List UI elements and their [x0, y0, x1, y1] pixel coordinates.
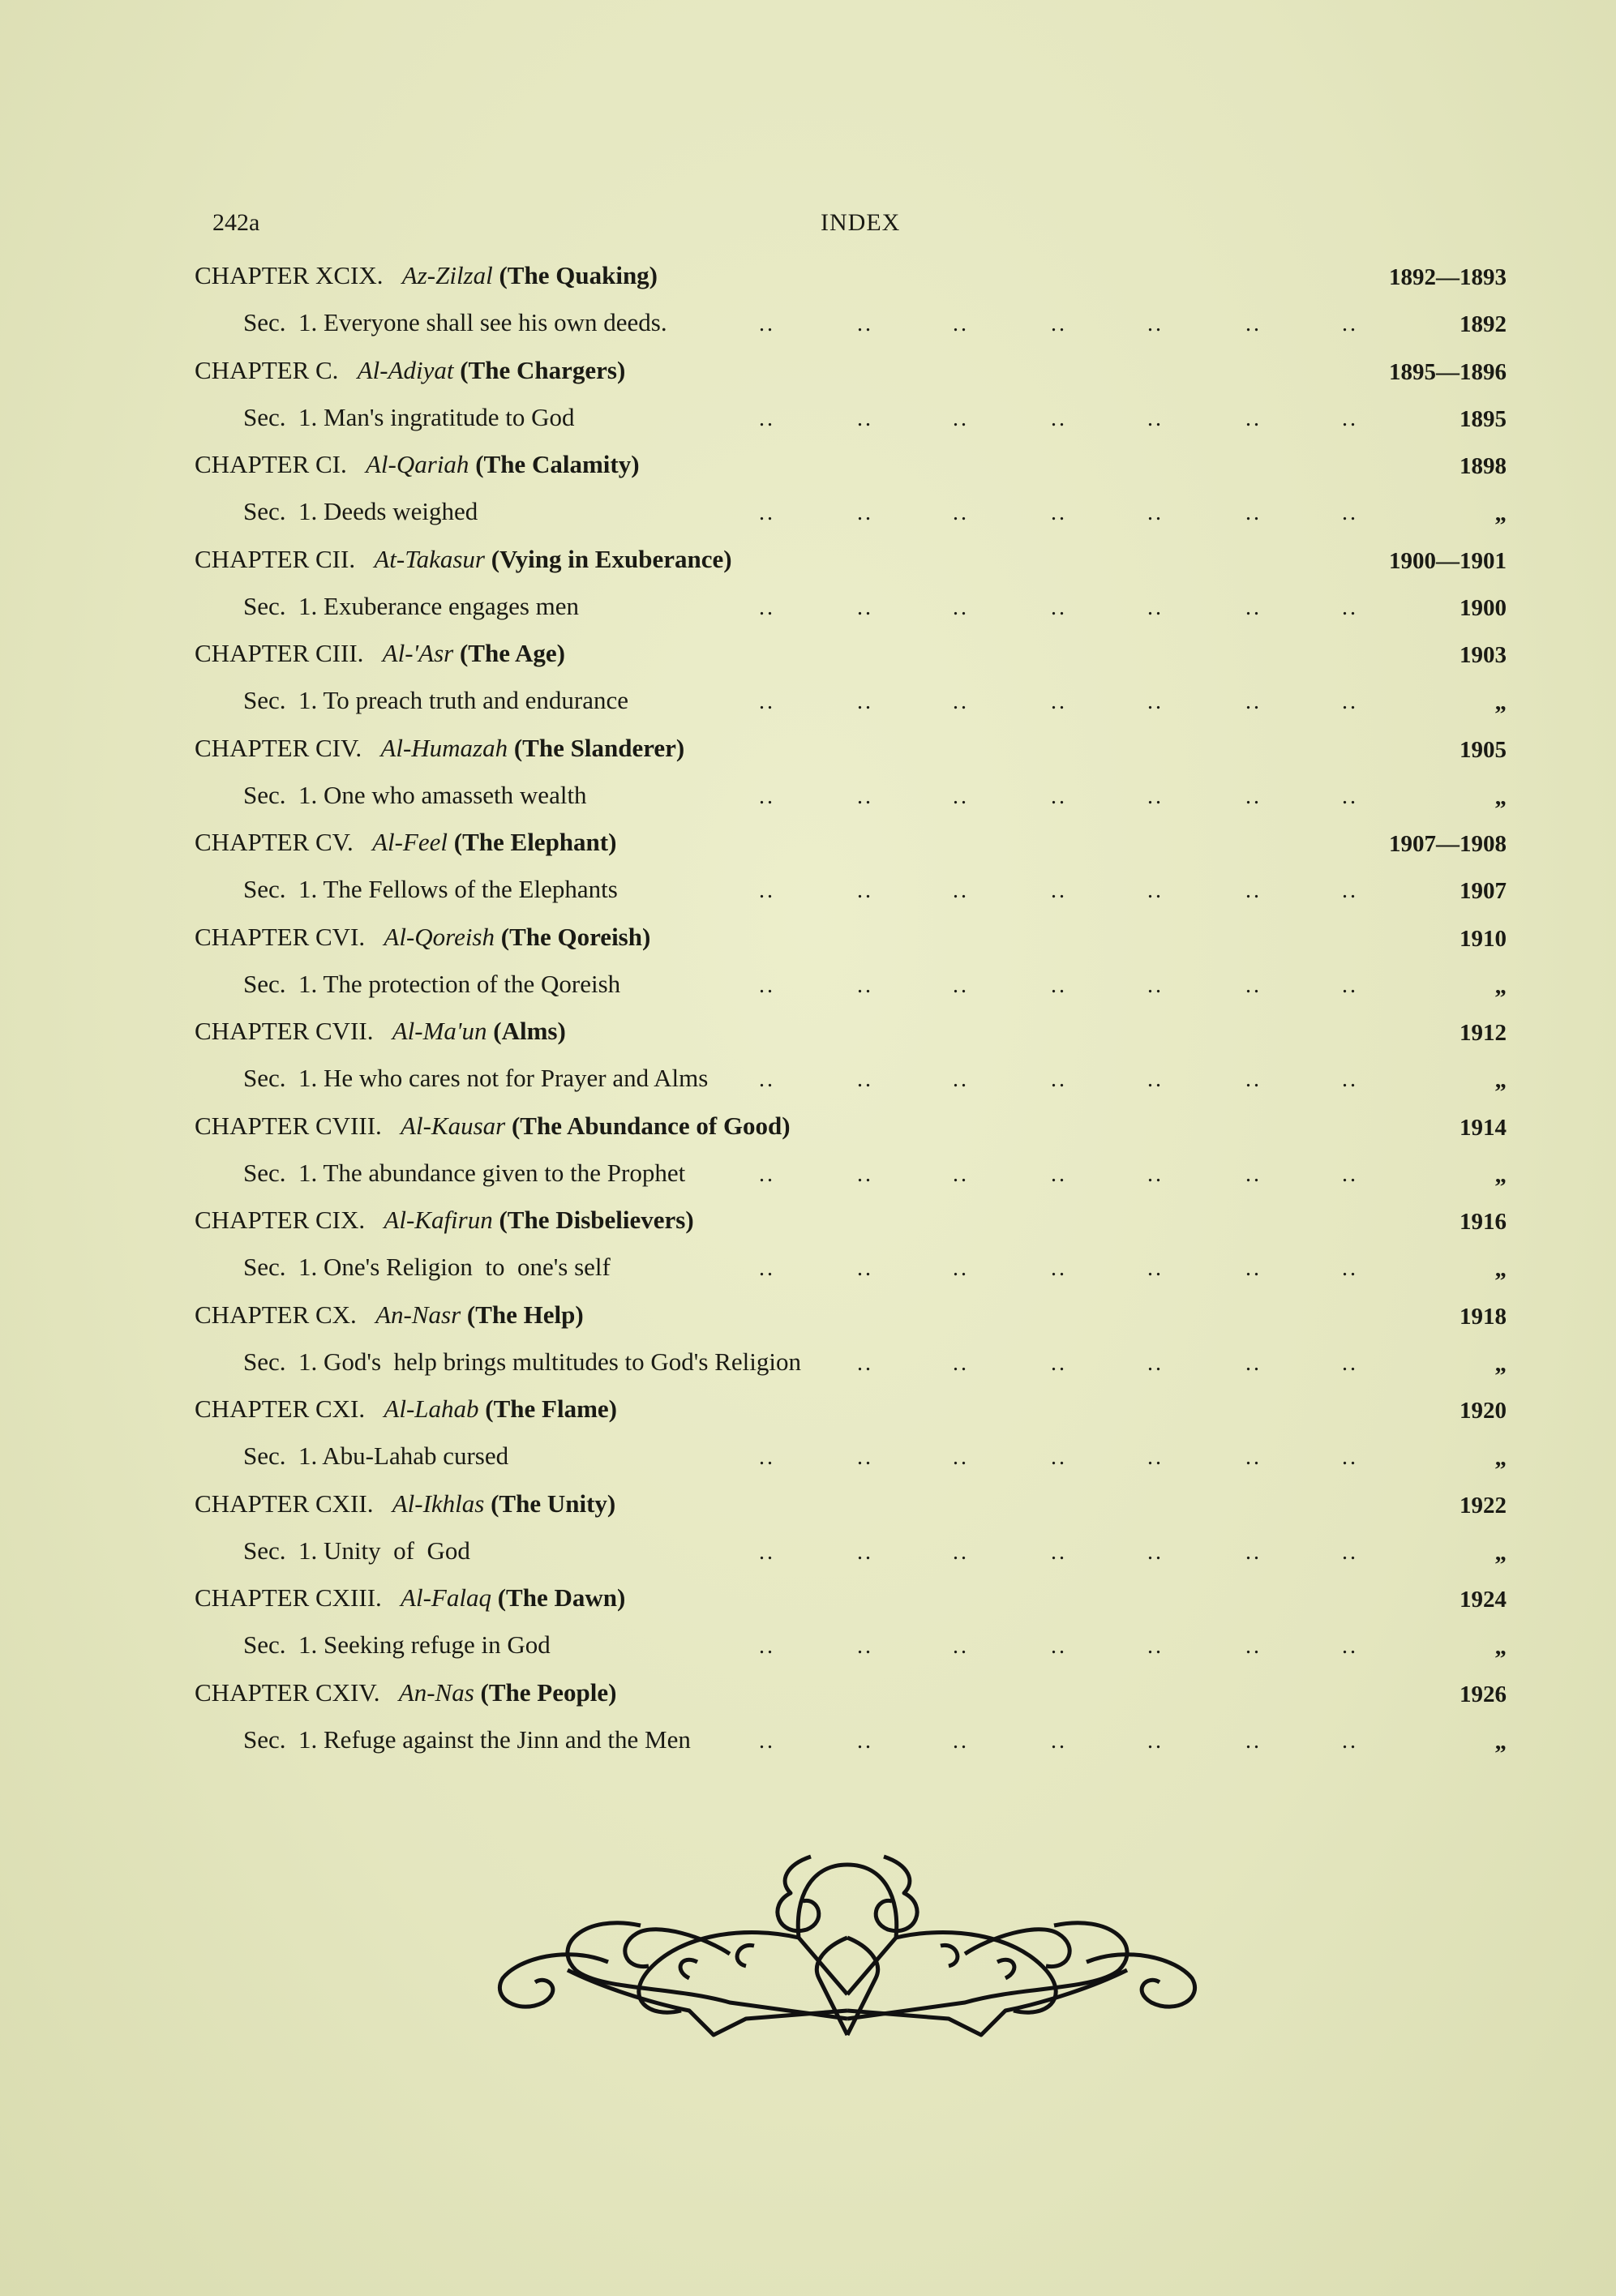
section-page: „ [1494, 1067, 1507, 1093]
leader-dots: .. [1147, 689, 1164, 714]
section-label: Sec. 1. Refuge against the Jinn and the Men [243, 1724, 691, 1754]
chapter-label [195, 545, 732, 574]
chapter-row [0, 356, 1616, 392]
chapter-row [0, 1394, 1616, 1430]
section-label: Sec. 1. Seeking refuge in God [243, 1630, 551, 1659]
leader-dots: .. [1051, 972, 1067, 998]
chapter-subtitle: (The Calamity) [475, 450, 640, 478]
leader-dots: .. [1245, 594, 1262, 620]
leader-dots: .. [1147, 594, 1164, 620]
leader-dots: .. [1245, 405, 1262, 431]
section-label: Sec. 1. God's help brings multitudes to God's Religion [243, 1347, 801, 1376]
chapter-name: Al-Qoreish [384, 922, 495, 951]
chapter-number: CHAPTER CXIII. [195, 1583, 382, 1612]
leader-dots: .. [953, 1634, 969, 1659]
leader-dots: .. [1147, 311, 1164, 336]
chapter-subtitle: (The Chargers) [460, 355, 626, 384]
leader-dots: .. [1245, 311, 1262, 336]
leader-dots: .. [1051, 878, 1067, 903]
leader-dots: .. [1342, 1067, 1358, 1092]
leader-dots: .. [1245, 500, 1262, 525]
leader-dots: .. [857, 1161, 873, 1187]
leader-dots: .. [953, 783, 969, 809]
leader-dots: .. [1245, 878, 1262, 903]
chapter-number: CHAPTER CIII. [195, 639, 364, 667]
section-page: „ [1494, 1256, 1507, 1282]
chapter-number: CHAPTER CVII. [195, 1017, 374, 1045]
chapter-number: CHAPTER CVI. [195, 922, 366, 951]
leader-dots: .. [1342, 1256, 1358, 1281]
chapter-name: Al-Humazah [380, 733, 508, 762]
section-row [0, 875, 1616, 910]
leader-dots: .. [953, 1067, 969, 1092]
leader-dots: .. [1051, 1445, 1067, 1470]
leader-dots: .. [1147, 783, 1164, 809]
leader-dots: .. [1051, 405, 1067, 431]
leader-dots: .. [1051, 1634, 1067, 1659]
leader-dots: .. [1245, 972, 1262, 998]
chapter-name: Al-Qariah [366, 450, 469, 478]
chapter-pages: 1912 [1460, 1020, 1507, 1046]
chapter-name: Al-Kausar [401, 1111, 506, 1140]
chapter-subtitle: (The Abundance of Good) [511, 1111, 791, 1140]
chapter-number: CHAPTER C. [195, 355, 339, 384]
chapter-row [0, 1206, 1616, 1241]
chapter-label [195, 734, 684, 763]
leader-dots: .. [857, 783, 873, 809]
chapter-row [0, 734, 1616, 769]
chapter-name: Al-'Asr [382, 639, 454, 667]
chapter-number: CHAPTER XCIX. [195, 261, 384, 289]
chapter-name: At-Takasur [374, 544, 485, 573]
chapter-row [0, 1583, 1616, 1619]
section-row [0, 1253, 1616, 1288]
chapter-number: CHAPTER CVIII. [195, 1111, 382, 1140]
section-row [0, 1064, 1616, 1099]
chapter-pages: 1892—1893 [1389, 264, 1507, 290]
chapter-subtitle: (The People) [480, 1677, 617, 1707]
chapter-pages: 1895—1896 [1389, 358, 1507, 385]
leader-dots: .. [857, 878, 873, 903]
leader-dots: .. [1342, 1539, 1358, 1565]
chapter-pages: 1903 [1460, 642, 1507, 668]
leader-dots: .. [1147, 1067, 1164, 1092]
chapter-name: Al-Lahab [384, 1394, 479, 1423]
chapter-pages: 1898 [1460, 453, 1507, 479]
leader-dots: .. [857, 689, 873, 714]
leader-dots: .. [857, 405, 873, 431]
leader-dots: .. [1342, 500, 1358, 525]
chapter-subtitle: (The Qoreish) [500, 922, 651, 951]
chapter-number: CHAPTER CIX. [195, 1206, 366, 1234]
leader-dots: .. [1147, 972, 1164, 998]
leader-dots: .. [1245, 1445, 1262, 1470]
leader-dots: .. [857, 1634, 873, 1659]
leader-dots: .. [1147, 1539, 1164, 1565]
leader-dots: .. [759, 1634, 775, 1659]
section-page: 1895 [1460, 405, 1507, 432]
leader-dots: .. [953, 878, 969, 903]
section-label: Sec. 1. Man's ingratitude to God [243, 402, 575, 431]
leader-dots: .. [1147, 1161, 1164, 1187]
leader-dots: .. [1342, 972, 1358, 998]
section-label: Sec. 1. One who amasseth wealth [243, 780, 587, 809]
chapter-number: CHAPTER CI. [195, 450, 347, 478]
leader-dots: .. [1051, 1161, 1067, 1187]
chapter-row [0, 1112, 1616, 1147]
leader-dots: .. [953, 1350, 969, 1376]
section-page: 1900 [1460, 594, 1507, 621]
chapter-label [195, 450, 640, 479]
chapter-pages: 1918 [1460, 1303, 1507, 1330]
chapter-number: CHAPTER CXI. [195, 1394, 366, 1423]
chapter-label [195, 1206, 694, 1235]
chapter-subtitle: (The Quaking) [499, 261, 658, 289]
page-title: INDEX [821, 209, 901, 236]
section-row [0, 970, 1616, 1005]
chapter-name: Al-Ma'un [392, 1017, 487, 1045]
section-row [0, 1441, 1616, 1477]
section-label: Sec. 1. The abundance given to the Prophet [243, 1158, 686, 1187]
section-page: „ [1494, 1350, 1507, 1377]
section-page: „ [1494, 1445, 1507, 1471]
leader-dots: .. [857, 311, 873, 336]
leader-dots: .. [953, 1256, 969, 1281]
leader-dots: .. [953, 1161, 969, 1187]
leader-dots: .. [1342, 1634, 1358, 1659]
leader-dots: .. [1051, 783, 1067, 809]
chapter-label [195, 1017, 566, 1046]
leader-dots: .. [1245, 1539, 1262, 1565]
chapter-label [195, 261, 658, 290]
chapter-number: CHAPTER CV. [195, 828, 354, 856]
chapter-name: Az-Zilzal [401, 261, 493, 289]
leader-dots: .. [759, 972, 775, 998]
leader-dots: .. [1245, 1161, 1262, 1187]
leader-dots: .. [1147, 1445, 1164, 1470]
chapter-row [0, 1489, 1616, 1525]
chapter-pages: 1922 [1460, 1492, 1507, 1519]
chapter-label [195, 1394, 617, 1424]
leader-dots: .. [953, 972, 969, 998]
leader-dots: .. [1342, 1350, 1358, 1376]
section-page: 1907 [1460, 878, 1507, 904]
chapter-label [195, 639, 565, 668]
leader-dots: .. [759, 1728, 775, 1754]
leader-dots: .. [1245, 1067, 1262, 1092]
leader-dots: .. [857, 1728, 873, 1754]
chapter-row [0, 828, 1616, 863]
section-row [0, 1536, 1616, 1572]
chapter-row [0, 545, 1616, 580]
section-label: Sec. 1. Everyone shall see his own deeds. [243, 308, 667, 336]
chapter-pages: 1905 [1460, 736, 1507, 763]
section-page: „ [1494, 972, 1507, 999]
chapter-row [0, 1017, 1616, 1052]
leader-dots: .. [1147, 500, 1164, 525]
leader-dots: .. [1147, 1728, 1164, 1754]
leader-dots: .. [1245, 1634, 1262, 1659]
chapter-pages: 1900—1901 [1389, 547, 1507, 574]
section-row [0, 497, 1616, 533]
section-row [0, 403, 1616, 439]
section-row [0, 781, 1616, 816]
section-page: „ [1494, 1634, 1507, 1660]
leader-dots: .. [1245, 783, 1262, 809]
leader-dots: .. [1342, 1728, 1358, 1754]
leader-dots: .. [1051, 311, 1067, 336]
chapter-number: CHAPTER CXII. [195, 1489, 374, 1518]
chapter-row [0, 1300, 1616, 1336]
section-page: „ [1494, 500, 1507, 526]
leader-dots: .. [1051, 689, 1067, 714]
leader-dots: .. [857, 1067, 873, 1092]
chapter-pages: 1924 [1460, 1587, 1507, 1613]
leader-dots: .. [1342, 311, 1358, 336]
leader-dots: .. [759, 1256, 775, 1281]
leader-dots: .. [953, 311, 969, 336]
chapter-label [195, 923, 650, 952]
section-page: „ [1494, 783, 1507, 810]
page-number: 242a [212, 209, 260, 236]
leader-dots: .. [1342, 783, 1358, 809]
chapter-number: CHAPTER CX. [195, 1300, 357, 1329]
section-label: Sec. 1. The Fellows of the Elephants [243, 875, 618, 903]
section-page: „ [1494, 1539, 1507, 1566]
leader-dots: .. [953, 594, 969, 620]
chapter-name: Al-Feel [372, 828, 448, 856]
chapter-row [0, 261, 1616, 297]
chapter-label [195, 1300, 584, 1330]
chapter-name: An-Nas [398, 1677, 474, 1707]
leader-dots: .. [759, 689, 775, 714]
leader-dots: .. [759, 405, 775, 431]
leader-dots: .. [1245, 689, 1262, 714]
section-row [0, 1159, 1616, 1194]
chapter-number: CHAPTER CXIV. [195, 1677, 380, 1707]
leader-dots: .. [953, 689, 969, 714]
leader-dots: .. [759, 1067, 775, 1092]
leader-dots: .. [953, 1539, 969, 1565]
section-page: 1892 [1460, 311, 1507, 337]
leader-dots: .. [1342, 1445, 1358, 1470]
chapter-name: Al-Kafirun [384, 1206, 493, 1234]
section-label: Sec. 1. Unity of God [243, 1536, 470, 1565]
leader-dots: .. [1245, 1728, 1262, 1754]
chapter-row [0, 450, 1616, 486]
chapter-subtitle: (The Dawn) [497, 1583, 626, 1612]
chapter-pages: 1907—1908 [1389, 831, 1507, 857]
leader-dots: .. [857, 1539, 873, 1565]
leader-dots: .. [1051, 1539, 1067, 1565]
chapter-pages: 1916 [1460, 1209, 1507, 1235]
chapter-subtitle: (The Age) [459, 639, 565, 667]
leader-dots: .. [1342, 594, 1358, 620]
leader-dots: .. [1051, 500, 1067, 525]
chapter-subtitle: (The Help) [466, 1300, 584, 1329]
section-label: Sec. 1. Abu-Lahab cursed [243, 1441, 509, 1470]
section-label: Sec. 1. He who cares not for Prayer and Alms [243, 1064, 709, 1092]
chapter-pages: 1926 [1460, 1681, 1507, 1707]
leader-dots: .. [1342, 878, 1358, 903]
leader-dots: .. [1147, 1256, 1164, 1281]
chapter-name: Al-Falaq [401, 1583, 491, 1612]
section-label: Sec. 1. To preach truth and endurance [243, 686, 628, 714]
section-row [0, 1347, 1616, 1383]
chapter-row [0, 639, 1616, 675]
leader-dots: .. [953, 1445, 969, 1470]
leader-dots: .. [759, 594, 775, 620]
leader-dots: .. [759, 1161, 775, 1187]
leader-dots: .. [953, 1728, 969, 1754]
section-label: Sec. 1. The protection of the Qoreish [243, 969, 621, 998]
chapter-row [0, 923, 1616, 958]
chapter-subtitle: (The Flame) [485, 1394, 617, 1423]
chapter-subtitle: (Vying in Exuberance) [491, 544, 732, 573]
section-row [0, 686, 1616, 722]
leader-dots: .. [857, 594, 873, 620]
chapter-pages: 1920 [1460, 1398, 1507, 1424]
section-row [0, 308, 1616, 344]
chapter-label [195, 1112, 791, 1141]
chapter-label [195, 828, 616, 857]
leader-dots: .. [1051, 1067, 1067, 1092]
leader-dots: .. [1245, 1256, 1262, 1281]
leader-dots: .. [1147, 1350, 1164, 1376]
chapter-number: CHAPTER CIV. [195, 733, 362, 762]
chapter-label [195, 356, 625, 385]
leader-dots: .. [1342, 405, 1358, 431]
leader-dots: .. [1051, 1256, 1067, 1281]
section-label: Sec. 1. Exuberance engages men [243, 591, 580, 620]
chapter-label [195, 1583, 625, 1613]
chapter-number: CHAPTER CII. [195, 544, 356, 573]
chapter-pages: 1910 [1460, 925, 1507, 952]
leader-dots: .. [1245, 1350, 1262, 1376]
section-row [0, 1725, 1616, 1761]
leader-dots: .. [857, 500, 873, 525]
leader-dots: .. [1051, 594, 1067, 620]
leader-dots: .. [759, 1445, 775, 1470]
chapter-row [0, 1678, 1616, 1714]
decorative-ornament-icon [487, 1848, 1208, 2047]
leader-dots: .. [857, 1350, 873, 1376]
chapter-label [195, 1678, 616, 1707]
chapter-pages: 1914 [1460, 1114, 1507, 1141]
leader-dots: .. [1342, 1161, 1358, 1187]
chapter-subtitle: (The Disbelievers) [499, 1206, 694, 1234]
chapter-name: Al-Ikhlas [392, 1489, 485, 1518]
leader-dots: .. [1147, 1634, 1164, 1659]
chapter-subtitle: (The Elephant) [453, 828, 617, 856]
chapter-label [195, 1489, 615, 1519]
section-page: „ [1494, 1728, 1507, 1754]
chapter-name: Al-Adiyat [357, 355, 454, 384]
chapter-subtitle: (The Slanderer) [513, 733, 685, 762]
leader-dots: .. [1051, 1350, 1067, 1376]
leader-dots: .. [759, 500, 775, 525]
section-page: „ [1494, 689, 1507, 715]
leader-dots: .. [857, 1445, 873, 1470]
leader-dots: .. [857, 1256, 873, 1281]
section-row [0, 1630, 1616, 1666]
chapter-subtitle: (Alms) [493, 1017, 566, 1045]
section-label: Sec. 1. Deeds weighed [243, 497, 478, 525]
leader-dots: .. [857, 972, 873, 998]
leader-dots: .. [1147, 878, 1164, 903]
leader-dots: .. [759, 783, 775, 809]
section-row [0, 592, 1616, 628]
chapter-name: An-Nasr [375, 1300, 461, 1329]
leader-dots: .. [1342, 689, 1358, 714]
leader-dots: .. [759, 878, 775, 903]
leader-dots: .. [1051, 1728, 1067, 1754]
leader-dots: .. [953, 500, 969, 525]
leader-dots: .. [759, 1539, 775, 1565]
section-label: Sec. 1. One's Religion to one's self [243, 1253, 611, 1281]
chapter-subtitle: (The Unity) [491, 1489, 616, 1518]
leader-dots: .. [1147, 405, 1164, 431]
leader-dots: .. [953, 405, 969, 431]
leader-dots: .. [759, 311, 775, 336]
section-page: „ [1494, 1161, 1507, 1188]
